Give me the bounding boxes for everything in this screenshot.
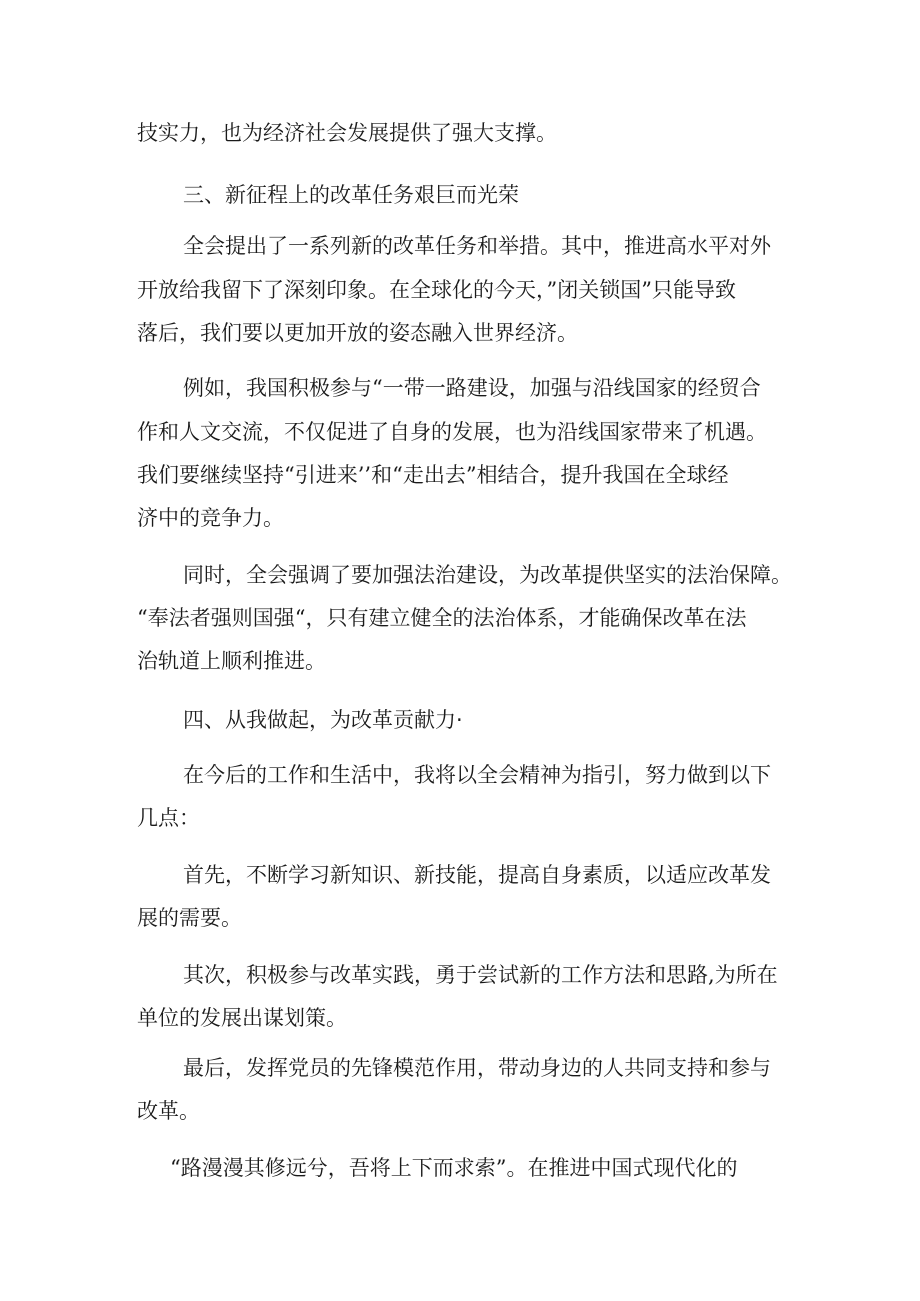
section-heading-3: 三、新征程上的改革任务艰巨而光荣 [183,183,519,207]
section-heading-4: 四、从我做起，为改革贡献力· [183,708,463,732]
paragraph-line: 济中的竞争力。 [137,506,284,530]
paragraph-line: 首先，不断学习新知识、新技能，提高自身素质，以适应改革发 [183,863,771,887]
paragraph-line: “路漫漫其修远兮，吾将上下而求索”。在推进中国式现代化的 [170,1156,738,1180]
paragraph-line: 例如，我国积极参与“一带一路建设，加强与沿线国家的经贸合 [183,376,761,400]
paragraph-line: 在今后的工作和生活中，我将以全会精神为指引，努力做到以下 [183,763,771,787]
paragraph-line: 治轨道上顺利推进。 [137,649,326,673]
paragraph-line: 落后，我们要以更加开放的姿态融入世界经济。 [137,321,578,345]
paragraph-line: 展的需要。 [137,906,242,930]
paragraph-line: 开放给我留下了深刻印象。在全球化的今天，”闭关锁国”只能导致 [137,278,736,302]
paragraph-line: 作和人文交流，不仅促进了自身的发展，也为沿线国家带来了机遇。 [137,420,767,444]
paragraph-line: 技实力，也为经济社会发展提供了强大支撑。 [137,121,557,145]
paragraph-line: 其次，积极参与改革实践，勇于尝试新的工作方法和思路,为所在 [183,963,778,987]
paragraph-line: 几点： [137,806,200,830]
paragraph-line: 全会提出了一系列新的改革任务和举措。其中，推进高水平对外 [183,234,771,258]
paragraph-line: 最后，发挥党员的先锋模范作用，带动身边的人共同支持和参与 [183,1056,771,1080]
paragraph-line: 我们要继续坚持“引进来’’和“走出去”相结合，提升我国在全球经 [137,463,729,487]
paragraph-line: 改革。 [137,1099,200,1123]
paragraph-line: 单位的发展出谋划策。 [137,1006,347,1030]
paragraph-line: “奉法者强则国强“，只有建立健全的法治体系，才能确保改革在法 [137,606,747,630]
paragraph-line: 同时，全会强调了要加强法治建设，为改革提供坚实的法治保障。 [183,563,792,587]
